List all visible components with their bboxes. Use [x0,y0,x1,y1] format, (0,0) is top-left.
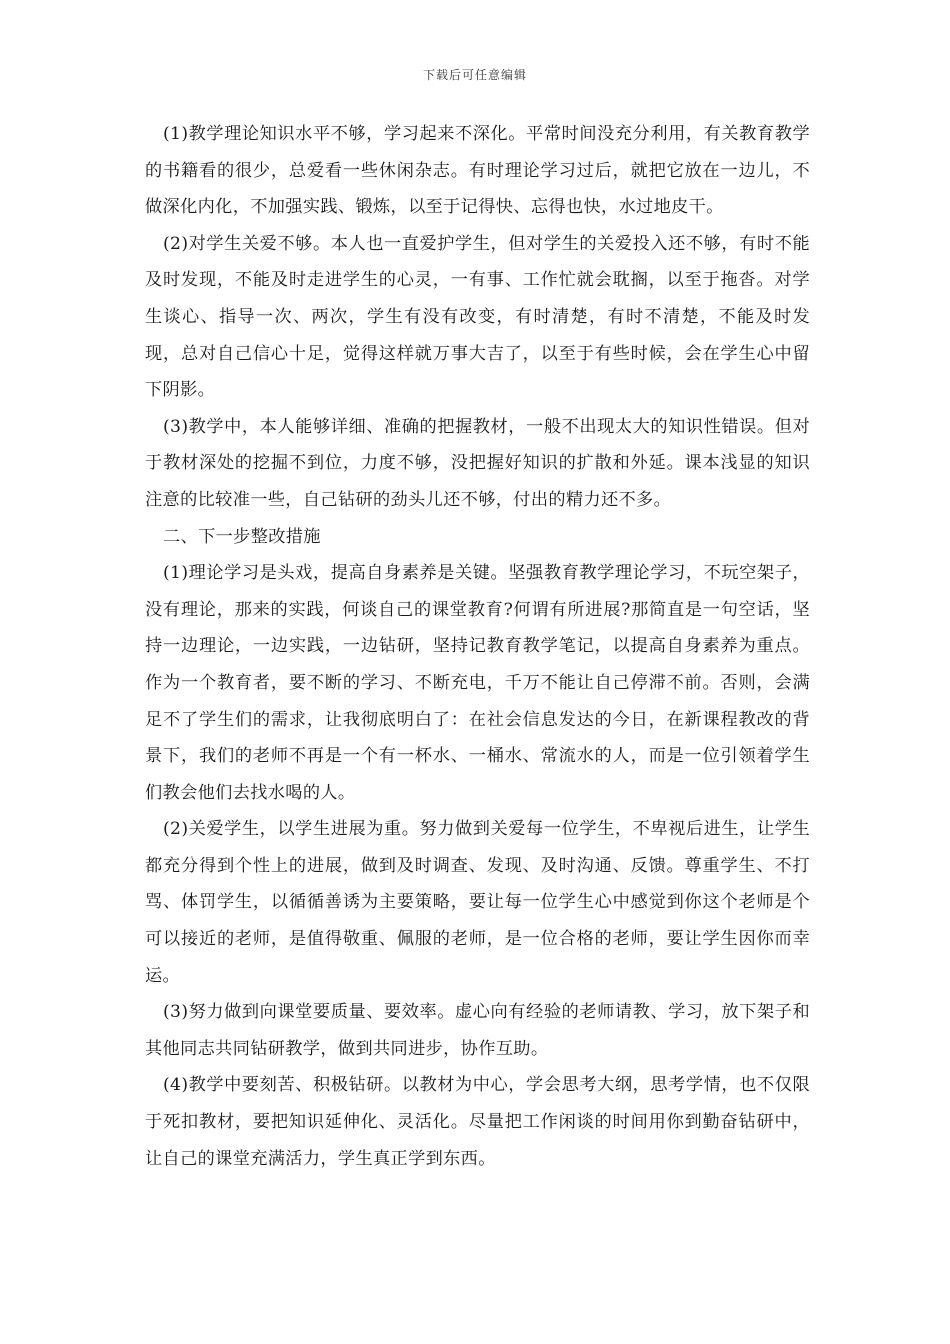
paragraph-measure-1: (1)理论学习是头戏，提高自身素养是关键。坚强教育教学理论学习，不玩空架子，没有理论，那来的实践，何谈自己的课堂教育?何谓有所进展?那简直是一句空话，坚持一边理论，一边实践，一边钻研，坚持记教育教学笔记，以提高自身素养为重点。作为一个教育者，要不断的学习、不断充电，千万不能让自己停滞不前。否则，会满足不了学生们的需求，让我彻底明白了：在社会信息发达的今日，在新课程教改的背景下，我们的老师不再是一个有一杯水、一桶水、常流水的人，而是一位引领着学生们教会他们去找水喝的人。 [145,563,810,803]
page-header: 下载后可任意编辑 [422,68,527,82]
section-heading-next-steps: 二、下一步整改措施 [163,526,321,547]
document-body [145,116,810,1177]
paragraph-measure-3: (3)努力做到向课堂要质量、要效率。虚心向有经验的老师请教、学习，放下架子和其他同志共同钻研教学，做到共同进步，协作互助。 [145,1002,810,1059]
paragraph-measure-4: (4)教学中要刻苦、积极钻研。以教材为中心，学会思考大纲，思考学情，也不仅限于死扣教材，要把知识延伸化、灵活化。尽量把工作闲谈的时间用你到勤奋钻研中，让自己的课堂充满活力，学生真正学到东西。 [145,1075,810,1169]
paragraph-problem-3: (3)教学中，本人能够详细、准确的把握教材，一般不出现太大的知识性错误。但对于教材深处的挖掘不到位，力度不够，没把握好知识的扩散和外延。课本浅显的知识注意的比较准一些，自己钻研的劲头儿还不够，付出的精力还不多。 [145,416,810,510]
paragraph-problem-2: (2)对学生关爱不够。本人也一直爱护学生，但对学生的关爱投入还不够，有时不能及时发现，不能及时走进学生的心灵，一有事、工作忙就会耽搁，以至于拖沓。对学生谈心、指导一次、两次，学生有没有改变，有时清楚，有时不清楚，不能及时发现，总对自己信心十足，觉得这样就万事大吉了，以至于有些时候，会在学生心中留下阴影。 [145,233,810,401]
paragraph-problem-1: (1)教学理论知识水平不够，学习起来不深化。平常时间没充分利用，有关教育教学的书籍看的很少，总爱看一些休闲杂志。有时理论学习过后，就把它放在一边儿，不做深化内化，不加强实践、锻炼，以至于记得快、忘得也快，水过地皮干。 [145,124,810,218]
paragraph-measure-2: (2)关爱学生，以学生进展为重。努力做到关爱每一位学生，不卑视后进生，让学生都充分得到个性上的进展，做到及时调查、发现、及时沟通、反馈。尊重学生、不打骂、体罚学生，以循循善诱为主要策略，要让每一位学生心中感觉到你这个老师是个可以接近的老师，是值得敬重、佩服的老师，是一位合格的老师，要让学生因你而幸运。 [145,819,810,986]
